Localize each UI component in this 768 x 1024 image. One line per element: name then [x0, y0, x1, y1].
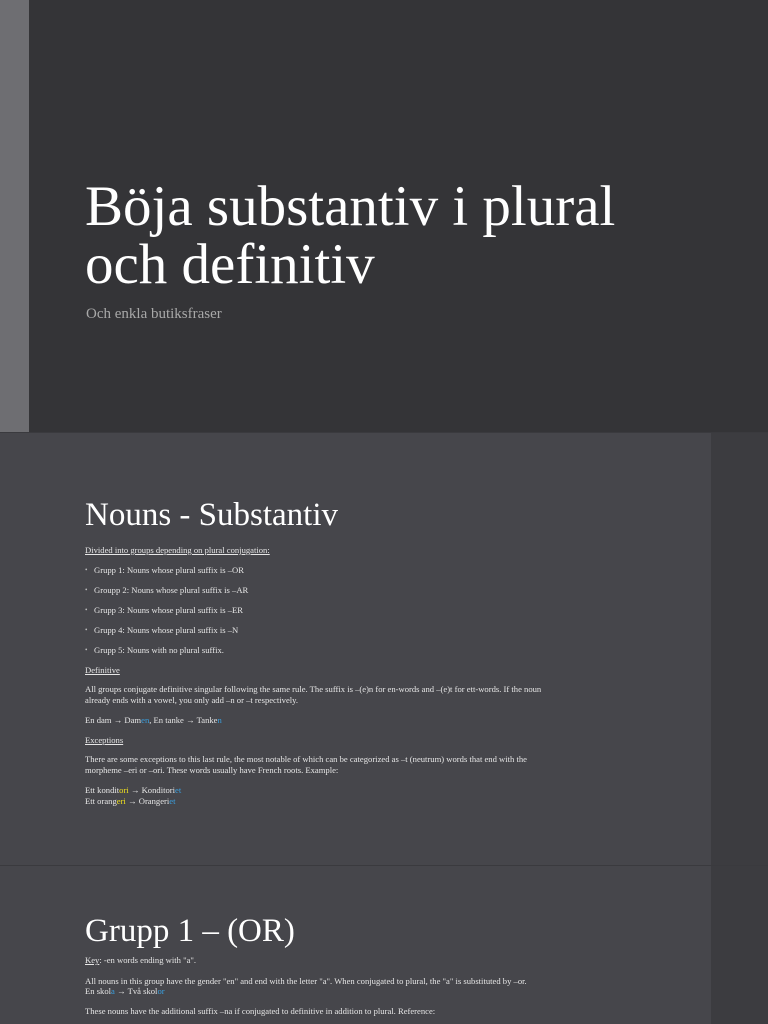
- definitive-example: En dam → Damen, En tanke → Tanken: [85, 715, 222, 725]
- slide-body: [85, 955, 605, 1016]
- accent-bar: [0, 0, 29, 432]
- exception-example-2: Ett orangeri → Orangeriet: [85, 795, 176, 806]
- grupp1-slide: [0, 866, 711, 1024]
- definitive-text-1: All groups conjugate definitive singular following the same rule. The suffix is –(e)n for en-words and –(e)t for ett-words. If the noun: [85, 684, 542, 694]
- background-strip: [711, 433, 768, 865]
- slide-body: [85, 545, 605, 806]
- key-line: Key: -en words ending with "a".: [85, 955, 197, 965]
- background-strip: [711, 866, 768, 1024]
- bullet-grupp-4: • Grupp 4: Nouns whose plural suffix is –N: [85, 625, 605, 636]
- bullet-grupp-5: • Grupp 5: Nouns with no plural suffix.: [85, 645, 605, 656]
- definitive-text-2: already ends with a vowel, you only add –n or –t respectively.: [85, 694, 299, 705]
- exceptions-text-2: morpheme –eri or –ori. These words usually have French roots. Example:: [85, 764, 339, 775]
- exception-example-1: Ett konditori → Konditoriet: [85, 785, 182, 795]
- bullet-grupp-2: • Groupp 2: Nouns whose plural suffix is –AR: [85, 585, 605, 596]
- arrow-icon: →: [113, 715, 123, 725]
- bullet-grupp-3: • Grupp 3: Nouns whose plural suffix is –ER: [85, 605, 605, 616]
- exceptions-heading: Exceptions: [85, 734, 124, 745]
- presentation-title: Böja substantiv i plural och definitiv: [85, 175, 616, 296]
- presentation-subtitle: Och enkla butiksfraser: [86, 306, 222, 322]
- exceptions-text-1: There are some exceptions to this last rule, the most notable of which can be categorized as –t (neutrum) words that end with the: [85, 754, 527, 764]
- arrow-icon: →: [186, 715, 195, 725]
- grupp1-example: En skola → Två skolor: [85, 986, 165, 996]
- arrow-icon: →: [130, 785, 140, 795]
- arrow-icon: →: [127, 795, 137, 806]
- definitive-heading: Definitive: [85, 664, 120, 675]
- slide-title: Nouns - Substantiv: [85, 497, 339, 533]
- bullet-grupp-1: • Grupp 1: Nouns whose plural suffix is –OR: [85, 565, 605, 576]
- slide-title: Grupp 1 – (OR): [85, 913, 295, 949]
- intro-text: Divided into groups depending on plural conjugation:: [85, 545, 270, 555]
- grupp1-text: All nouns in this group have the gender "en" and end with the letter "a". When conjugated to plural, the "a" is substituted by –or.: [85, 975, 527, 986]
- nouns-slide: [0, 433, 711, 865]
- arrow-icon: →: [117, 986, 126, 996]
- title-slide: [0, 0, 768, 432]
- grupp1-definitive-text: These nouns have the additional suffix –na if conjugated to definitive in addition to plural. Reference:: [85, 1005, 436, 1016]
